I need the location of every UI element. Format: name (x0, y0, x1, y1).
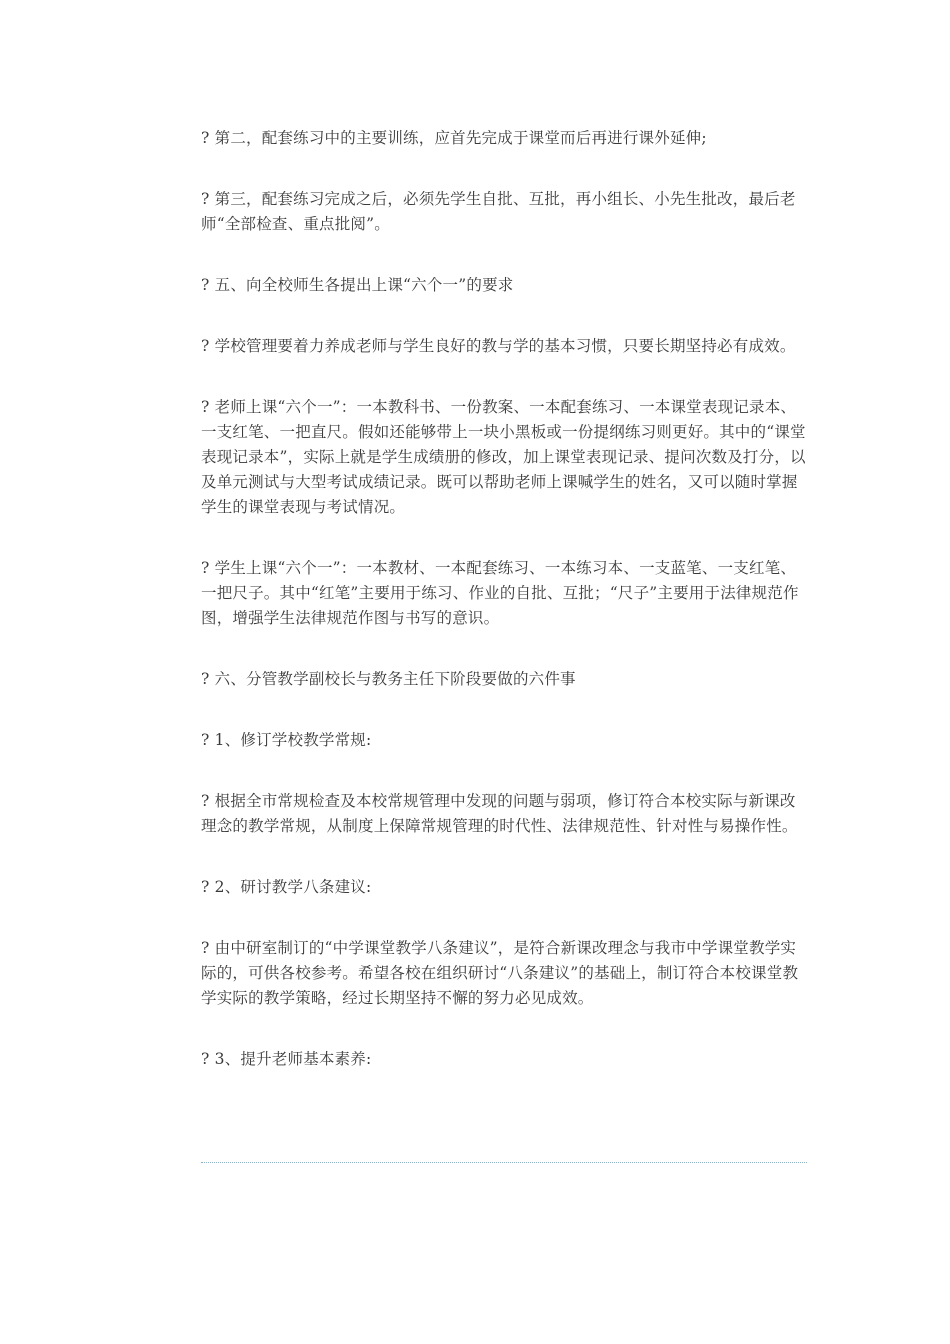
paragraph-eight-suggestions: ? 由中研室制订的“中学课堂教学八条建议”，是符合新课改理念与我市中学课堂教学实际的，可供各校参考。希望各校在组织研讨“八条建议”的基础上，制订符合本校课堂教学实际的教学策略，经过长期坚持不懈的努力必见成效。 (201, 939, 799, 1007)
section-heading-five: ? 五、向全校师生各提出上课“六个一”的要求 (201, 276, 514, 294)
section-heading-six: ? 六、分管教学副校长与教务主任下阶段要做的六件事 (201, 670, 576, 688)
paragraph-school-management: ? 学校管理要着力养成老师与学生良好的教与学的基本习惯，只要长期坚持必有成效。 (201, 337, 796, 355)
subheading-revise-routine: ? 1、修订学校教学常规: (201, 731, 372, 749)
subheading-eight-suggestions: ? 2、研讨教学八条建议: (201, 878, 372, 896)
paragraph-revise-routine: ? 根据全市常规检查及本校常规管理中发现的问题与弱项，修订符合本校实际与新课改理念的教学常规，从制度上保障常规管理的时代性、法律规范性、针对性与易操作性。 (201, 792, 798, 835)
subheading-teacher-quality: ? 3、提升老师基本素养: (201, 1050, 372, 1068)
dotted-divider (201, 1162, 807, 1163)
document-body (201, 126, 811, 1072)
paragraph-third-point: ? 第三，配套练习完成之后，必须先学生自批、互批，再小组长、小先生批改，最后老师“全部检查、重点批阅”。 (201, 190, 796, 233)
paragraph-student-six-ones: ? 学生上课“六个一”：一本教材、一本配套练习、一本练习本、一支蓝笔、一支红笔、一把尺子。其中“红笔”主要用于练习、作业的自批、互批；“尺子”主要用于法律规范作图，增强学生法律规范作图与书写的意识。 (201, 559, 799, 627)
paragraph-second-point: ? 第二，配套练习中的主要训练，应首先完成于课堂而后再进行课外延伸; (201, 129, 707, 147)
paragraph-teacher-six-ones: ? 老师上课“六个一”：一本教科书、一份教案、一本配套练习、一本课堂表现记录本、一支红笔、一把直尺。假如还能够带上一块小黑板或一份提纲练习则更好。其中的“课堂表现记录本”，实际上就是学生成绩册的修改，加上课堂表现记录、提问次数及打分，以及单元测试与大型考试成绩记录。既可以帮助老师上课喊学生的姓名，又可以随时掌握学生的课堂表现与考试情况。 (201, 398, 806, 516)
